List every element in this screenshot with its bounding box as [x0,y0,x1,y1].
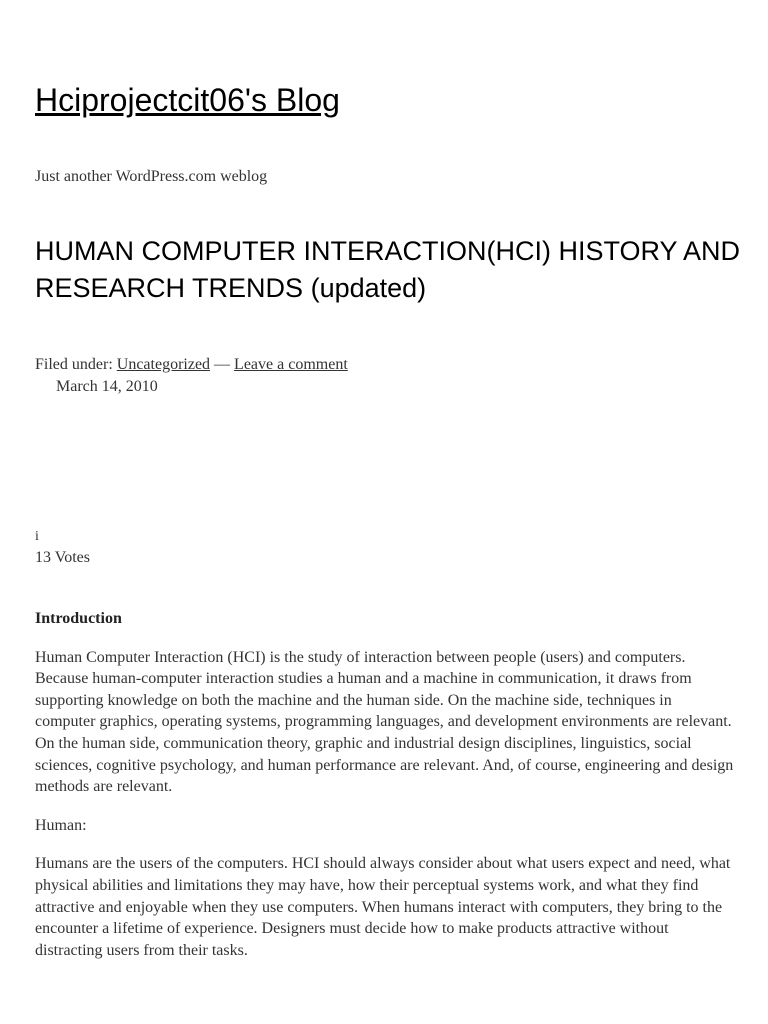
rating-icon[interactable]: i [35,529,39,544]
post-meta [35,354,348,376]
post-title-suffix: (updated) [310,273,427,303]
filed-under-label: Filed under: [35,356,113,373]
blog-title [35,80,340,120]
blog-title-link[interactable]: Hciprojectcit06's Blog [35,82,340,118]
category-link[interactable]: Uncategorized [116,356,211,373]
post-date: March 14, 2010 [56,378,158,395]
post-content [35,608,735,978]
post-title-main: HUMAN COMPUTER INTERACTION(HCI) HISTORY AND RESEARCH TRENDS [35,236,741,303]
intro-paragraph: Human Computer Interaction (HCI) is the study of interaction between people (users) and computers. Because human-computer interaction studies a human and a machine in communication, it draws from supporting knowledge on both the machine and the human side. On the machine side, techniques in computer graphics, operating systems, programming languages, and development environments are relevant. On the human side, communication theory, graphic and industrial design disciplines, linguistics, social sciences, cognitive psychology, and human performance are relevant. And, of course, engineering and design methods are relevant. [35,648,734,796]
leave-comment-link[interactable]: Leave a comment [234,356,348,373]
votes-count: 13 Votes [35,549,90,566]
human-heading: Human: [35,816,87,834]
intro-heading: Introduction [35,610,122,627]
post-title [35,233,745,307]
blog-tagline: Just another WordPress.com weblog [35,168,268,185]
meta-separator: — [214,356,231,373]
human-paragraph: Humans are the users of the computers. HCI should always consider about what users expect and need, what physical abilities and limitations they may have, how their perceptual systems work, and what they find attractive and enjoyable when they use computers. When humans interact with computers, they bring to the encounter a lifetime of experience. Designers must decide how to make products attractive without distracting users from their tasks. [35,855,731,959]
